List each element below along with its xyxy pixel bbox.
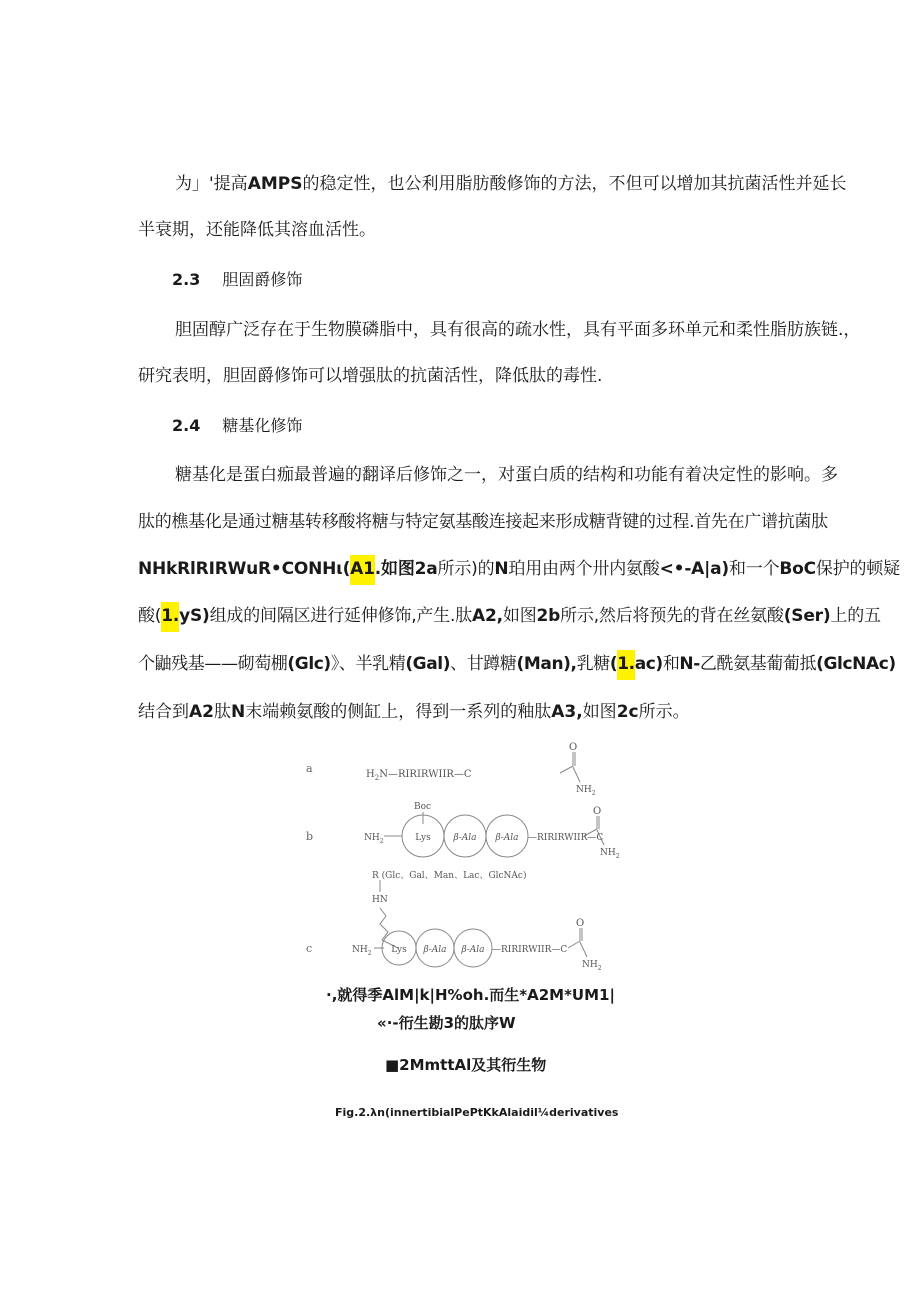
text-run: 2a	[414, 559, 438, 579]
oxygen-label: O	[593, 806, 602, 817]
row-label-a: a	[306, 762, 313, 775]
text-run: A3,	[551, 702, 583, 722]
sequence-text: —RIRIRWIIR—C	[528, 833, 604, 843]
amide-label: $NH_2$	[576, 785, 596, 797]
residue-lys-label: Lys	[415, 833, 431, 843]
paragraph1-line2	[138, 218, 376, 242]
text-run: (GlcNAc)	[816, 654, 896, 674]
highlighted-text: 1.	[617, 650, 635, 680]
text-run: 、甘蹲糖	[450, 654, 517, 674]
row-label-c: c	[306, 942, 313, 955]
paragraph2-line2	[138, 364, 602, 388]
section-title: 糖基化修饰	[222, 416, 303, 435]
amine-label: $NH_2$	[352, 945, 372, 957]
text-run: 所示,然后将预先的背在丝氨酸	[560, 606, 784, 626]
sequence-text: $H_2N—RIRIRWIIR—C$	[366, 769, 472, 782]
paragraph3-line5	[138, 652, 896, 676]
text-run: NHkRlRIRWuR•CONHι(	[138, 559, 351, 579]
amine-label: $NH_2$	[364, 833, 384, 845]
paragraph3-line4	[138, 604, 881, 628]
text-run: 如图	[582, 702, 617, 722]
amide-label: $NH_2$	[600, 848, 620, 860]
text-run: N-	[679, 654, 700, 674]
text-run: BoC	[779, 559, 816, 579]
bond-line	[573, 767, 580, 782]
residue-ala-label: β-Ala	[461, 945, 485, 955]
paragraph3-line1	[175, 463, 838, 487]
section-number: 2.4	[172, 416, 201, 435]
text-run: 乙酰氨基葡葡抵	[699, 654, 817, 674]
paragraph1-line1	[175, 172, 846, 196]
oxygen-label: O	[576, 918, 585, 929]
text-run: 的稳定性，也公利用脂肪酸修饰的方法，不但可以增加其抗菌活性并延长	[302, 174, 847, 194]
text-run: (	[609, 654, 618, 674]
text-run: 珀用由两个卅内氨酸	[508, 559, 660, 579]
text-run: A2,	[472, 606, 503, 626]
caption-line2: «·-衎生勘3的肽序W	[377, 1014, 516, 1032]
text-run: 糖基化是蛋白痂最普遍的翻译后修饰之一，对蛋白质的结构和功能有着决定性的影响。多	[175, 465, 838, 485]
oxygen-label: O	[569, 742, 578, 753]
bond-line	[568, 941, 580, 948]
text-run: 半衰期，还能降低其溶血活性。	[138, 220, 376, 240]
text-run: 所示)的	[437, 559, 495, 579]
section-2-3-heading	[172, 268, 302, 292]
row-label-b: b	[306, 830, 314, 843]
peptide-structure-figure	[0, 740, 920, 1000]
glycan-list-label: R (Glc、Gal、Man、Lac、GlcNAc)	[372, 871, 527, 881]
residue-ala-label: β-Ala	[453, 833, 477, 843]
text-run: N	[494, 559, 509, 579]
highlighted-text: A1	[350, 555, 375, 585]
text-run: A2	[189, 702, 214, 722]
section-2-4-heading	[172, 414, 302, 438]
text-run: 为」'提高	[175, 174, 248, 194]
caption-line4-english: Fig.2.λn(innertibialPePtKkAlaidil¼derivatives	[335, 1106, 619, 1119]
boc-label: Boc	[414, 802, 432, 812]
text-run: 结合到	[138, 702, 189, 722]
text-run: 肽	[214, 702, 231, 722]
text-run: 乳糖	[576, 654, 610, 674]
text-run: 保护的顿疑	[815, 559, 900, 579]
bond-line	[560, 766, 573, 773]
text-run: 所示。	[638, 702, 690, 722]
text-run: <•-A|a)	[659, 559, 729, 579]
text-run: N	[231, 702, 246, 722]
bond-line	[580, 942, 587, 957]
text-run: 》、半乳精	[330, 654, 406, 674]
text-run: 上的五	[830, 606, 881, 626]
text-run: (Ser)	[783, 606, 831, 626]
residue-lys-label: Lys	[391, 945, 407, 955]
hn-label: HN	[372, 895, 388, 905]
text-run: 2b	[536, 606, 561, 626]
text-run: 酸(	[138, 606, 162, 626]
text-run: (Glc)	[287, 654, 331, 674]
amide-label: $NH_2$	[582, 960, 602, 972]
text-run: ac)	[634, 654, 663, 674]
paragraph3-line3	[138, 557, 900, 581]
text-run: 末端赖氨酸的侧缸上，得到一系列的釉肽	[245, 702, 552, 722]
text-run: AMPS	[247, 174, 303, 194]
residue-ala-label: β-Ala	[495, 833, 519, 843]
text-run: 个鼬残基——砌萄棚	[138, 654, 288, 674]
text-run: 和	[662, 654, 680, 674]
section-number: 2.3	[172, 270, 201, 289]
caption-line3: ■2MmttAl及其衎生物	[385, 1056, 547, 1074]
paragraph3-line2	[138, 510, 828, 534]
text-run: 肽的樵基化是通过糖基转移酸将糖与特定氨基酸连接起来形成糖背键的过程.首先在广谱抗菌肽	[138, 512, 828, 532]
text-run: yS)	[179, 606, 210, 626]
text-run: .如图	[374, 559, 415, 579]
text-run: (Gal)	[405, 654, 451, 674]
paragraph2-line1	[175, 318, 860, 342]
residue-ala-label: β-Ala	[423, 945, 447, 955]
text-run: 2c	[616, 702, 639, 722]
paragraph3-line6	[138, 700, 690, 724]
text-run: 如图	[502, 606, 537, 626]
text-run: (Man),	[516, 654, 577, 674]
section-title: 胆固爵修饰	[222, 270, 303, 289]
text-run: 胆固醇广泛存在于生物膜磷脂中，具有很高的疏水性，具有平面多环单元和柔性脂肪族链.，	[175, 320, 861, 340]
text-run: 组成的间隔区进行延伸修饰,产生.肽	[209, 606, 473, 626]
text-run: 和一个	[728, 559, 780, 579]
highlighted-text: 1.	[161, 602, 179, 632]
caption-line1: ·,就得季AlM|k|H%oh.而生*A2M*UM1|	[326, 986, 615, 1004]
sequence-text: —RIRIRWIIR—C	[492, 945, 568, 955]
text-run: 研究表明，胆固爵修饰可以增强肽的抗菌活性，降低肽的毒性.	[138, 366, 603, 386]
